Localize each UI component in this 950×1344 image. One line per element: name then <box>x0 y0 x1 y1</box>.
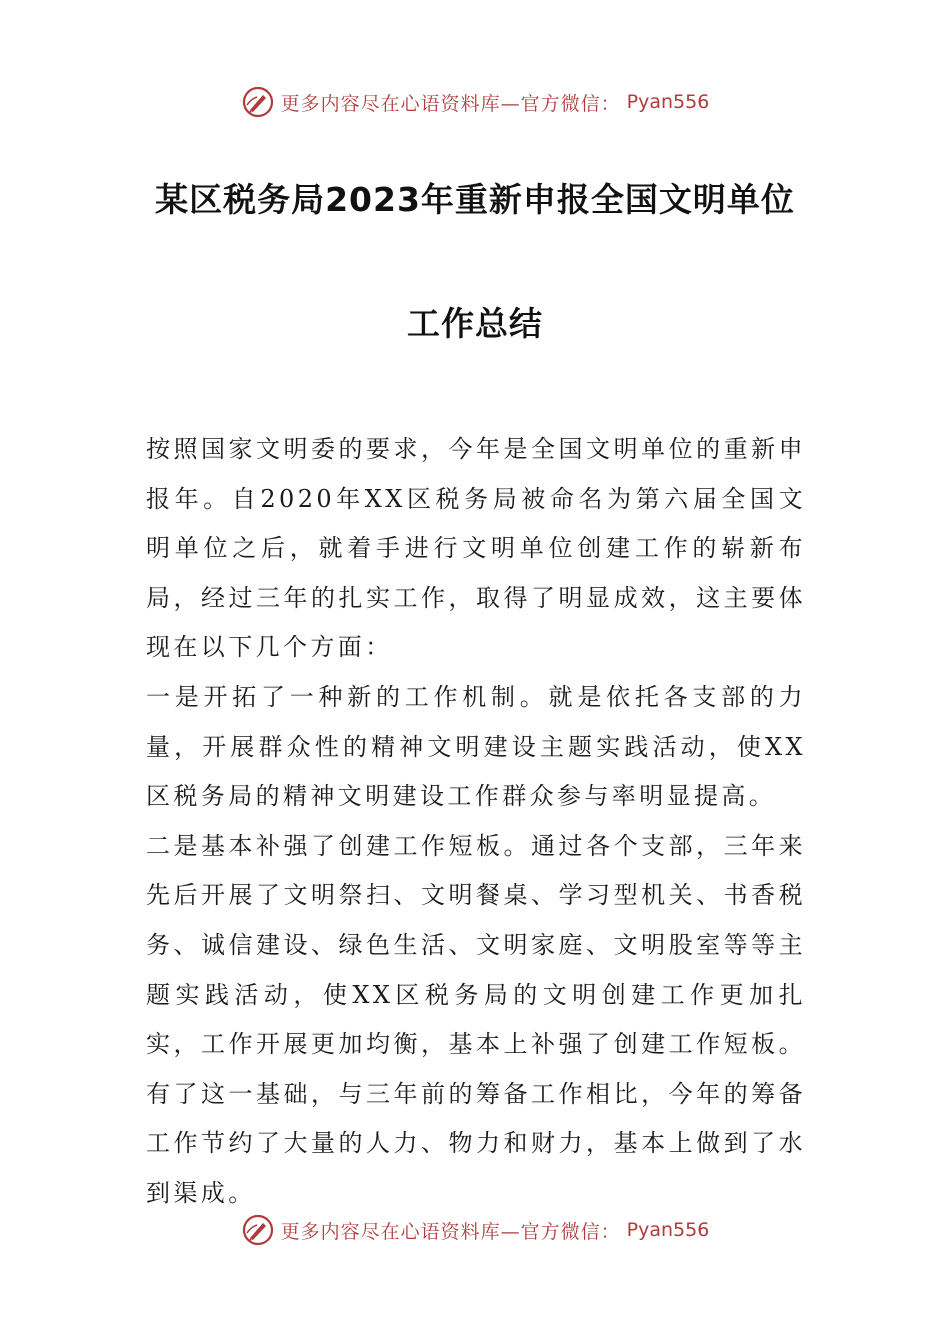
watermark-contact: Pyan556 <box>626 1219 710 1241</box>
paragraph-intro: 按照国家文明委的要求，今年是全国文明单位的重新申报年。自2020年XX区税务局被命名为第六届全国文明单位之后，就着手进行文明单位创建工作的崭新布局，经过三年的扎实工作，取得了明显成效，这主要体现在以下几个方面： <box>146 435 806 662</box>
watermark-text: 更多内容尽在心语资料库—官方微信： <box>280 92 621 115</box>
document-title-line1: 某区税务局2023年重新申报全国文明单位 <box>155 180 795 219</box>
header-watermark <box>0 82 950 122</box>
footer-watermark <box>0 1210 950 1250</box>
paragraph-point-one: 一是开拓了一种新的工作机制。就是依托各支部的力量，开展群众性的精神文明建设主题实践活动，使XX区税务局的精神文明建设工作群众参与率明显提高。 <box>146 682 806 811</box>
watermark-contact: Pyan556 <box>626 91 710 113</box>
document-title-line2: 工作总结 <box>407 304 543 343</box>
pen-logo-icon <box>241 1213 275 1247</box>
watermark-text: 更多内容尽在心语资料库—官方微信： <box>280 1220 621 1243</box>
pen-logo-icon <box>241 85 275 119</box>
document-body <box>146 425 806 1219</box>
paragraph-point-two: 二是基本补强了创建工作短板。通过各个支部，三年来先后开展了文明祭扫、文明餐桌、学习型机关、书香税务、诚信建设、绿色生活、文明家庭、文明股室等等主题实践活动，使XX区税务局的文明创建工作更加扎实，工作开展更加均衡，基本上补强了创建工作短板。有了这一基础，与三年前的筹备工作相比，今年的筹备工作节约了大量的人力、物力和财力，基本上做到了水到渠成。 <box>146 831 806 1207</box>
